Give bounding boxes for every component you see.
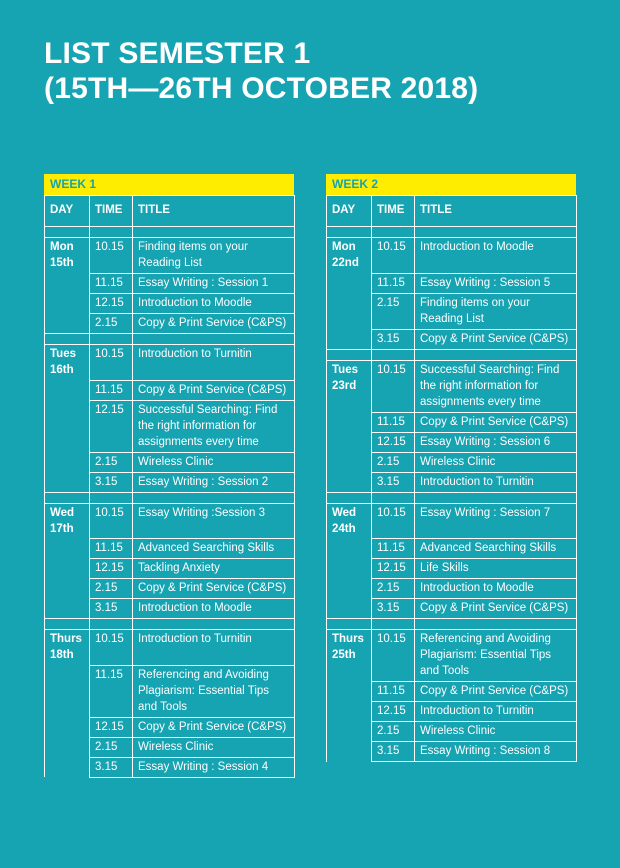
session-row	[327, 360, 577, 412]
session-row	[45, 630, 295, 666]
session-row	[45, 400, 295, 452]
day-cell	[327, 742, 372, 762]
day-cell	[45, 599, 90, 619]
spacer-cell	[133, 492, 295, 503]
day-cell	[45, 717, 90, 737]
session-title: Advanced Searching Skills	[415, 539, 577, 559]
day-cell	[45, 452, 90, 472]
session-row	[327, 293, 577, 329]
session-title: Copy & Print Service (C&PS)	[133, 579, 295, 599]
day-cell	[45, 314, 90, 334]
day-cell	[327, 682, 372, 702]
session-title: Essay Writing :Session 3	[133, 503, 295, 539]
session-time: 12.15	[372, 432, 415, 452]
session-time: 12.15	[90, 717, 133, 737]
column-header-row	[45, 196, 295, 227]
day-date: 25th	[332, 649, 356, 661]
session-row	[45, 539, 295, 559]
session-title: Referencing and Avoiding Plagiarism: Essential Tips and Tools	[133, 665, 295, 717]
session-row	[327, 503, 577, 539]
session-time: 3.15	[90, 757, 133, 777]
session-title: Wireless Clinic	[133, 452, 295, 472]
day-date: 22nd	[332, 257, 359, 269]
session-time: 10.15	[372, 238, 415, 274]
day-cell	[45, 559, 90, 579]
column-header: TITLE	[415, 196, 577, 227]
session-title: Introduction to Moodle	[415, 579, 577, 599]
session-row	[45, 559, 295, 579]
session-row	[327, 329, 577, 349]
day-date: 24th	[332, 522, 356, 535]
session-time: 10.15	[372, 360, 415, 412]
session-time: 3.15	[372, 472, 415, 492]
session-row	[45, 472, 295, 492]
session-time: 3.15	[90, 472, 133, 492]
session-row	[45, 452, 295, 472]
session-title: Referencing and Avoiding Plagiarism: Essential Tips and Tools	[415, 630, 577, 682]
spacer-cell	[415, 492, 577, 503]
spacer-cell	[415, 349, 577, 360]
day-cell	[327, 412, 372, 432]
day-name: Mon	[50, 241, 74, 253]
session-time: 2.15	[90, 737, 133, 757]
day-cell	[327, 702, 372, 722]
session-time: 12.15	[90, 559, 133, 579]
spacer-row	[327, 619, 577, 630]
session-time: 11.15	[372, 682, 415, 702]
session-row	[327, 539, 577, 559]
spacer-cell	[327, 227, 372, 238]
spacer-cell	[45, 334, 90, 345]
session-row	[327, 599, 577, 619]
session-time: 12.15	[372, 559, 415, 579]
day-cell	[327, 452, 372, 472]
session-row	[327, 630, 577, 682]
session-row	[327, 579, 577, 599]
spacer-cell	[45, 227, 90, 238]
spacer-cell	[45, 619, 90, 630]
session-time: 2.15	[372, 293, 415, 329]
day-name: Thurs	[332, 633, 364, 645]
day-date: 23rd	[332, 379, 357, 392]
day-cell	[45, 400, 90, 452]
session-title: Advanced Searching Skills	[133, 539, 295, 559]
session-time: 3.15	[372, 329, 415, 349]
day-name: Wed	[50, 506, 75, 519]
page-title	[44, 36, 478, 106]
column-header: DAY	[327, 196, 372, 227]
day-cell	[45, 539, 90, 559]
session-time: 11.15	[90, 665, 133, 717]
week-header: WEEK 2	[326, 174, 576, 195]
spacer-row	[45, 227, 295, 238]
session-title: Essay Writing : Session 2	[133, 472, 295, 492]
session-row	[45, 665, 295, 717]
session-time: 2.15	[90, 579, 133, 599]
day-cell	[327, 559, 372, 579]
spacer-cell	[372, 349, 415, 360]
session-title: Finding items on your Reading List	[415, 293, 577, 329]
schedule-table	[326, 195, 577, 762]
day-cell	[327, 360, 372, 412]
session-time: 3.15	[372, 742, 415, 762]
spacer-cell	[90, 334, 133, 345]
session-time: 3.15	[372, 599, 415, 619]
session-time: 11.15	[90, 274, 133, 294]
session-time: 11.15	[90, 380, 133, 400]
column-header: TIME	[372, 196, 415, 227]
day-cell	[327, 329, 372, 349]
spacer-cell	[133, 334, 295, 345]
session-row	[327, 722, 577, 742]
schedule-table	[44, 195, 295, 778]
spacer-cell	[327, 619, 372, 630]
day-cell	[327, 273, 372, 293]
session-title: Introduction to Turnitin	[415, 472, 577, 492]
session-time: 10.15	[90, 345, 133, 381]
session-row	[327, 472, 577, 492]
session-time: 12.15	[90, 294, 133, 314]
day-cell	[327, 503, 372, 539]
day-cell	[45, 274, 90, 294]
spacer-row	[327, 349, 577, 360]
session-time: 11.15	[372, 539, 415, 559]
day-name: Wed	[332, 506, 357, 519]
session-title: Successful Searching: Find the right information for assignments every time	[133, 400, 295, 452]
spacer-cell	[372, 227, 415, 238]
day-date: 15th	[50, 257, 74, 269]
session-title: Wireless Clinic	[133, 737, 295, 757]
session-row	[45, 345, 295, 381]
session-title: Essay Writing : Session 8	[415, 742, 577, 762]
spacer-cell	[90, 492, 133, 503]
session-title: Essay Writing : Session 7	[415, 503, 577, 539]
spacer-row	[45, 492, 295, 503]
week-1-schedule	[44, 174, 294, 778]
session-title: Essay Writing : Session 4	[133, 757, 295, 777]
session-row	[45, 757, 295, 777]
session-title: Wireless Clinic	[415, 452, 577, 472]
session-title: Introduction to Turnitin	[133, 630, 295, 666]
column-header: DAY	[45, 196, 90, 227]
session-row	[45, 238, 295, 274]
spacer-row	[327, 492, 577, 503]
session-time: 11.15	[90, 539, 133, 559]
session-title: Introduction to Turnitin	[133, 345, 295, 381]
session-time: 10.15	[372, 630, 415, 682]
session-time: 2.15	[372, 579, 415, 599]
day-name: Tues	[50, 348, 76, 360]
day-cell	[45, 294, 90, 314]
week-header: WEEK 1	[44, 174, 294, 195]
session-time: 12.15	[372, 702, 415, 722]
day-cell	[327, 539, 372, 559]
day-cell	[327, 630, 372, 682]
session-title: Introduction to Moodle	[133, 294, 295, 314]
session-title: Introduction to Turnitin	[415, 702, 577, 722]
session-title: Copy & Print Service (C&PS)	[415, 329, 577, 349]
day-cell	[45, 579, 90, 599]
session-row	[45, 599, 295, 619]
session-row	[45, 380, 295, 400]
day-cell	[327, 238, 372, 274]
spacer-cell	[327, 492, 372, 503]
day-cell	[45, 238, 90, 274]
session-time: 2.15	[90, 314, 133, 334]
session-title: Copy & Print Service (C&PS)	[415, 412, 577, 432]
day-date: 18th	[50, 649, 74, 661]
session-time: 10.15	[372, 503, 415, 539]
session-row	[327, 702, 577, 722]
day-name: Mon	[332, 241, 356, 253]
spacer-row	[45, 619, 295, 630]
session-time: 10.15	[90, 630, 133, 666]
session-time: 2.15	[90, 452, 133, 472]
session-time: 2.15	[372, 722, 415, 742]
spacer-cell	[327, 349, 372, 360]
day-cell	[45, 503, 90, 539]
spacer-cell	[372, 492, 415, 503]
session-title: Introduction to Moodle	[133, 599, 295, 619]
session-time: 12.15	[90, 400, 133, 452]
day-cell	[45, 665, 90, 717]
page-title-line-1: LIST SEMESTER 1	[44, 37, 311, 70]
spacer-cell	[90, 619, 133, 630]
day-cell	[327, 579, 372, 599]
session-title: Tackling Anxiety	[133, 559, 295, 579]
column-header: TITLE	[133, 196, 295, 227]
day-cell	[327, 722, 372, 742]
session-title: Introduction to Moodle	[415, 238, 577, 274]
day-cell	[327, 432, 372, 452]
day-cell	[45, 472, 90, 492]
session-row	[45, 579, 295, 599]
session-row	[45, 717, 295, 737]
session-row	[327, 452, 577, 472]
session-row	[327, 412, 577, 432]
day-cell	[45, 380, 90, 400]
session-row	[327, 742, 577, 762]
session-row	[45, 314, 295, 334]
session-title: Copy & Print Service (C&PS)	[133, 717, 295, 737]
session-row	[327, 432, 577, 452]
session-time: 2.15	[372, 452, 415, 472]
day-date: 16th	[50, 364, 74, 376]
session-title: Copy & Print Service (C&PS)	[415, 682, 577, 702]
session-row	[327, 273, 577, 293]
spacer-cell	[133, 227, 295, 238]
day-cell	[45, 345, 90, 381]
spacer-cell	[45, 492, 90, 503]
session-title: Life Skills	[415, 559, 577, 579]
day-cell	[327, 599, 372, 619]
session-row	[327, 682, 577, 702]
day-cell	[327, 293, 372, 329]
session-time: 11.15	[372, 412, 415, 432]
spacer-cell	[415, 227, 577, 238]
session-row	[45, 294, 295, 314]
page-title-line-2: (15TH—26TH OCTOBER 2018)	[44, 72, 479, 105]
session-time: 11.15	[372, 273, 415, 293]
spacer-cell	[90, 227, 133, 238]
column-header: TIME	[90, 196, 133, 227]
session-title: Finding items on your Reading List	[133, 238, 295, 274]
day-cell	[45, 757, 90, 777]
session-title: Copy & Print Service (C&PS)	[133, 380, 295, 400]
session-time: 10.15	[90, 238, 133, 274]
spacer-cell	[372, 619, 415, 630]
session-time: 10.15	[90, 503, 133, 539]
spacer-cell	[415, 619, 577, 630]
session-row	[45, 737, 295, 757]
session-title: Essay Writing : Session 1	[133, 274, 295, 294]
session-row	[45, 274, 295, 294]
session-row	[45, 503, 295, 539]
spacer-row	[45, 334, 295, 345]
spacer-cell	[133, 619, 295, 630]
day-name: Tues	[332, 363, 358, 376]
day-cell	[327, 472, 372, 492]
session-title: Copy & Print Service (C&PS)	[415, 599, 577, 619]
session-title: Wireless Clinic	[415, 722, 577, 742]
session-title: Copy & Print Service (C&PS)	[133, 314, 295, 334]
day-name: Thurs	[50, 633, 82, 645]
day-cell	[45, 737, 90, 757]
session-title: Successful Searching: Find the right information for assignments every time	[415, 360, 577, 412]
session-time: 3.15	[90, 599, 133, 619]
spacer-row	[327, 227, 577, 238]
week-2-schedule	[326, 174, 576, 762]
column-header-row	[327, 196, 577, 227]
session-row	[327, 559, 577, 579]
session-title: Essay Writing : Session 5	[415, 273, 577, 293]
day-date: 17th	[50, 522, 74, 535]
session-title: Essay Writing : Session 6	[415, 432, 577, 452]
session-row	[327, 238, 577, 274]
day-cell	[45, 630, 90, 666]
